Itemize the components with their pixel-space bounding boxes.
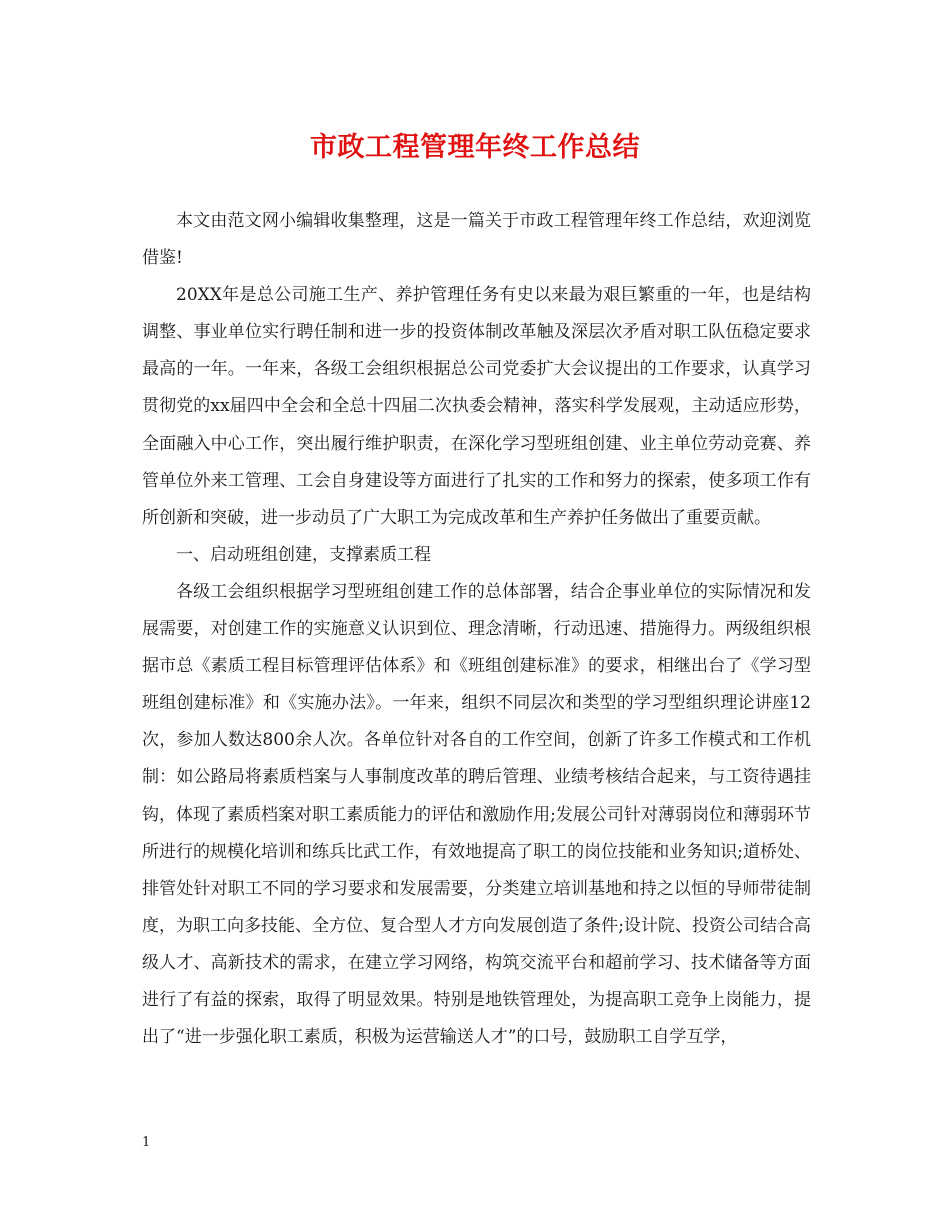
summary-paragraph: 20XX年是总公司施工生产、养护管理任务有史以来最为艰巨繁重的一年，也是结构调整、事业单位实行聘任制和进一步的投资体制改革触及深层次矛盾对职工队伍稳定要求最高的一年。一年来，各级工会组织根据总公司党委扩大会议提出的工作要求，认真学习贯彻党的xx届四中全会和全总十四届二次执委会精神，落实科学发展观，主动适应形势，全面融入中心工作，突出履行维护职责，在深化学习型班组创建、业主单位劳动竞赛、养管单位外来工管理、工会自身建设等方面进行了扎实的工作和努力的探索，使多项工作有所创新和突破，进一步动员了广大职工为完成改革和生产养护任务做出了重要贡献。 <box>142 285 811 528</box>
document-title: 市政工程管理年终工作总结 <box>310 132 640 163</box>
document-body <box>142 203 811 1056</box>
intro-paragraph: 本文由范文网小编辑收集整理，这是一篇关于市政工程管理年终工作总结，欢迎浏览借鉴! <box>142 211 811 269</box>
page-number: 1 <box>142 1135 151 1150</box>
section-heading: 一、启动班组创建，支撑素质工程 <box>176 544 431 565</box>
section-paragraph: 各级工会组织根据学习型班组创建工作的总体部署，结合企事业单位的实际情况和发展需要，对创建工作的实施意义认识到位、理念清晰，行动迅速、措施得力。两级组织根据市总《素质工程目标管理评估体系》和《班组创建标准》的要求，相继出台了《学习型班组创建标准》和《实施办法》。一年来，组织不同层次和类型的学习型组织理论讲座12次，参加人数达800余人次。各单位针对各自的工作空间，创新了许多工作模式和工作机制：如公路局将素质档案与人事制度改革的聘后管理、业绩考核结合起来，与工资待遇挂钩，体现了素质档案对职工素质能力的评估和激励作用;发展公司针对薄弱岗位和薄弱环节所进行的规模化培训和练兵比武工作，有效地提高了职工的岗位技能和业务知识;道桥处、排管处针对职工不同的学习要求和发展需要，分类建立培训基地和持之以恒的导师带徒制度，为职工向多技能、全方位、复合型人才方向发展创造了条件;设计院、投资公司结合高级人才、高新技术的需求，在建立学习网络，构筑交流平台和超前学习、技术储备等方面进行了有益的探索，取得了明显效果。特别是地铁管理处，为提高职工竞争上岗能力，提出了“进一步强化职工素质，积极为运营输送人才”的口号，鼓励职工自学互学， <box>142 581 811 1048</box>
